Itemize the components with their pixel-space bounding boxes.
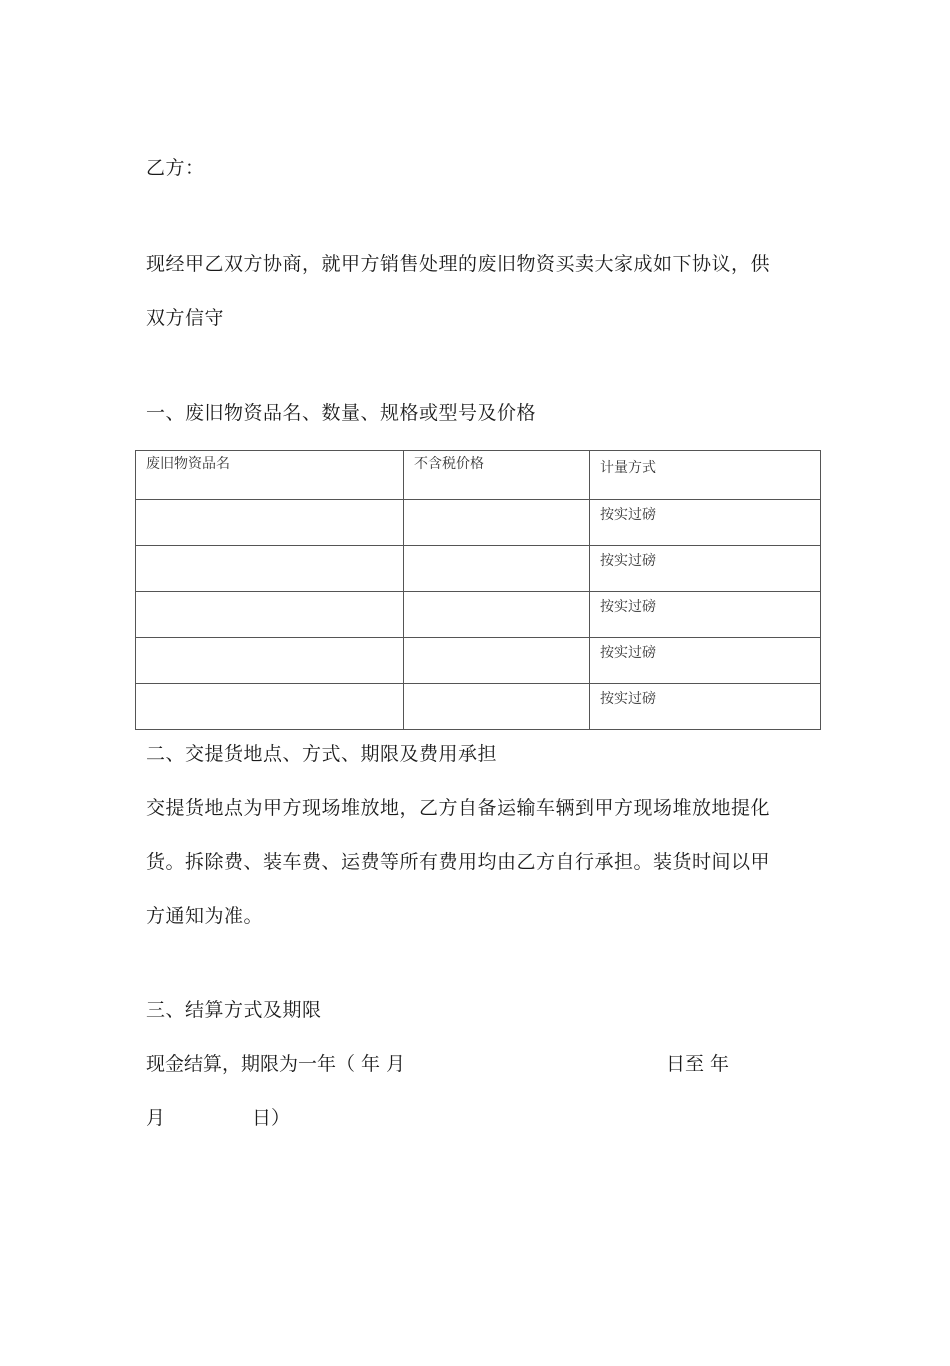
table-header-row (136, 451, 821, 500)
cell-price (404, 684, 590, 730)
cell-measure: 按实过磅 (590, 592, 821, 638)
intro-line-2: 双方信守 (146, 307, 225, 329)
section2-line-1: 交提货地点为甲方现场堆放地，乙方自备运输车辆到甲方现场堆放地提化 (146, 797, 771, 819)
header-cell-name: 废旧物资品名 (136, 451, 404, 500)
section2-line-2: 货。拆除费、装车费、运费等所有费用均由乙方自行承担。装货时间以甲 (146, 851, 771, 873)
cell-name (136, 684, 404, 730)
table-row (136, 500, 821, 546)
goods-table (135, 450, 821, 730)
cell-measure: 按实过磅 (590, 500, 821, 546)
cell-name (136, 592, 404, 638)
section2-line-3: 方通知为准。 (146, 905, 264, 927)
cell-measure: 按实过磅 (590, 638, 821, 684)
header-cell-measure: 计量方式 (590, 451, 821, 500)
intro-line-1: 现经甲乙双方协商，就甲方销售处理的废旧物资买卖大家成如下协议，供 (146, 253, 771, 275)
settlement-period-end: 日至 年 (666, 1053, 730, 1075)
cell-name (136, 638, 404, 684)
settlement-day: 日） (252, 1107, 291, 1129)
cell-measure: 按实过磅 (590, 684, 821, 730)
table-row (136, 546, 821, 592)
cell-price (404, 592, 590, 638)
cell-measure: 按实过磅 (590, 546, 821, 592)
cell-price (404, 638, 590, 684)
section2-title: 二、交提货地点、方式、期限及费用承担 (146, 743, 498, 765)
cell-price (404, 500, 590, 546)
cell-name (136, 500, 404, 546)
cell-price (404, 546, 590, 592)
settlement-month: 月 (146, 1107, 166, 1129)
settlement-period-start: 现金结算，期限为一年（ 年 月 (146, 1053, 406, 1075)
party-b-label: 乙方： (146, 157, 205, 179)
table-row (136, 638, 821, 684)
header-cell-price: 不含税价格 (404, 451, 590, 500)
section1-title: 一、废旧物资品名、数量、规格或型号及价格 (146, 402, 537, 424)
table-row (136, 592, 821, 638)
cell-name (136, 546, 404, 592)
table-row (136, 684, 821, 730)
section3-title: 三、结算方式及期限 (146, 999, 322, 1021)
